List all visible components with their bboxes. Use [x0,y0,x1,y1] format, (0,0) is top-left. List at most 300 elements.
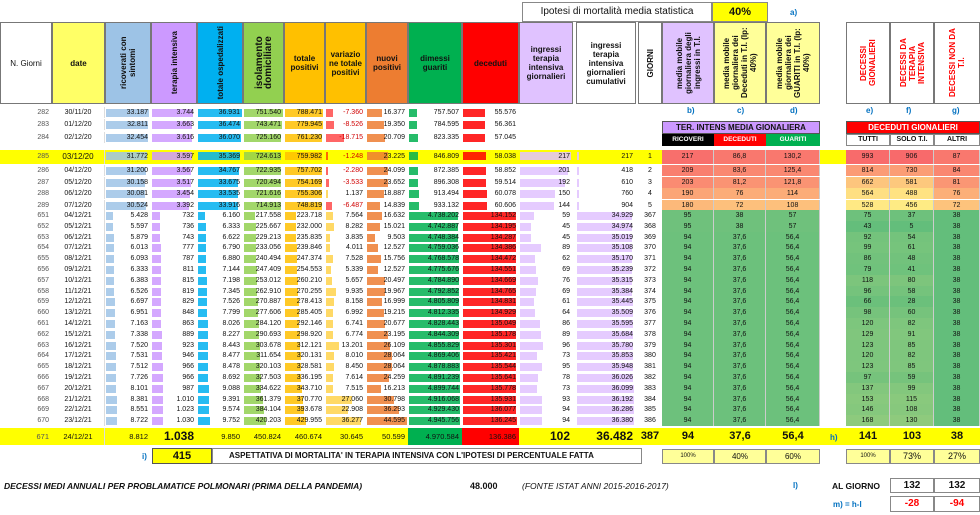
table-cell [519,394,573,405]
cell-text: 38 [952,244,961,252]
table-cell [284,286,325,297]
table-cell [52,318,105,329]
cell-text: 05/12/21 [64,222,92,230]
data-bar [152,288,161,296]
cell-text: 287 [37,178,49,186]
cell-text: 12/12/21 [64,298,92,306]
cell-text: 663 [37,341,49,349]
data-bar [326,352,334,360]
table-cell [151,372,197,383]
cell-text: 82 [907,320,916,327]
cell-text: 384 [644,395,656,403]
table-cell [0,428,52,445]
cell-text: 429.955 [296,417,322,425]
cell-text: 385 [644,406,656,414]
data-bar [577,190,579,198]
table-cell [325,286,366,297]
table-cell [197,275,243,286]
cell-text: 04/12/21 [64,212,92,219]
table-cell [197,210,243,221]
table-cell [846,177,890,188]
table-cell [638,340,662,351]
data-bar [106,331,115,339]
table-row [0,383,980,394]
cell-text: 732 [182,212,194,219]
table-cell [0,329,52,340]
table-cell [766,340,820,351]
table-row [0,394,980,405]
table-cell [766,372,820,383]
cell-text: 144 [558,201,570,209]
table-cell [52,286,105,297]
table-cell [52,404,105,415]
table-cell [366,307,408,318]
cell-text: 4.768.578 [427,255,459,263]
data-bar [326,385,333,393]
cell-text: 76 [952,190,961,198]
cell-text: 8.477 [222,352,240,360]
highlighted-row [0,150,980,164]
cell-text: 3.567 [176,167,194,175]
table-cell [0,415,52,426]
table-cell [243,232,284,243]
data-bar [106,374,116,382]
table-cell [638,350,662,361]
table-cell [105,394,151,405]
table-row [0,119,980,130]
table-cell [576,394,636,405]
table-cell [243,107,284,118]
table-row [0,404,980,415]
table-cell [284,428,325,445]
table-row [0,107,980,118]
cell-text: 8.381 [130,395,148,403]
cell-text: 720.494 [255,178,281,186]
cell-text: 32.811 [127,121,148,129]
cell-text: 292.146 [296,320,322,327]
table-cell [366,383,408,394]
data-bar [326,320,333,328]
table-cell [52,428,105,445]
cell-text: 209 [681,167,694,175]
data-bar [520,331,541,339]
data-bar [244,212,255,220]
table-cell [325,383,366,394]
table-cell [638,361,662,372]
header-dec-ti [890,22,934,104]
table-cell [846,200,890,211]
data-bar [326,363,334,371]
table-row [0,275,980,286]
table-cell [151,119,197,130]
cell-text: 58.038 [494,153,516,160]
cell-text: 15/12/21 [64,330,92,338]
cell-text: 56,4 [785,309,800,317]
table-cell [105,361,151,372]
table-cell [408,361,462,372]
table-cell [934,210,980,221]
data-bar [367,288,385,296]
table-row [0,296,980,307]
table-cell [714,264,766,275]
table-cell [519,307,573,318]
table-cell [934,415,980,426]
data-bar [520,234,531,242]
table-cell [366,264,408,275]
table-cell [462,132,519,143]
cell-text: 62 [562,255,570,263]
table-cell [462,242,519,253]
cell-text: 38 [952,374,961,381]
cell-text: 14.839 [383,201,405,209]
cell-text: 320.131 [296,352,322,360]
dec-col-altri: ALTRI [934,134,980,146]
table-cell [243,383,284,394]
table-cell [284,107,325,118]
table-row [0,165,980,176]
data-bar [326,255,333,263]
data-bar [106,234,114,242]
data-bar [106,288,114,296]
data-bar [367,109,382,117]
table-cell [846,383,890,394]
table-cell [325,232,366,243]
cell-text: 993 [861,153,874,160]
table-cell [714,340,766,351]
cell-text: 94 [683,276,692,284]
data-bar [409,190,419,198]
cell-text: 829 [182,298,194,306]
table-cell [408,232,462,243]
dec-col-tutti: TUTTI [846,134,890,146]
table-cell [714,275,766,286]
table-cell [284,150,325,164]
data-bar [326,298,334,306]
table-cell [105,119,151,130]
table-cell [366,372,408,383]
cell-text: 4.748.384 [427,233,459,241]
cell-text: 33.187 [126,109,148,116]
data-bar [409,167,418,175]
cell-text: 610 [621,178,633,186]
cell-text: 89 [562,244,570,252]
table-cell [151,318,197,329]
cell-text: 669 [37,406,49,414]
table-cell [934,221,980,232]
cell-text: 31.772 [126,153,148,160]
table-cell [105,264,151,275]
table-cell [243,350,284,361]
cell-text: 4.011 [346,244,363,252]
cell-text: 380 [644,352,656,360]
cell-text: 7.144 [222,266,240,273]
table-cell [934,394,980,405]
table-cell [408,404,462,415]
table-cell [197,383,243,394]
data-bar [106,223,113,231]
table-cell [284,119,325,130]
data-bar [198,406,209,414]
cell-text: 94 [681,430,695,442]
data-bar [520,298,534,306]
cell-text: 376 [644,309,656,317]
cell-text: 906 [905,153,918,160]
table-cell [890,200,934,211]
table-cell [766,286,820,297]
data-bar [367,266,378,274]
cell-text: 01/12/20 [64,121,92,129]
data-bar [326,288,336,296]
table-cell [846,340,890,351]
table-cell [638,165,662,176]
cell-text: 56,4 [785,266,800,273]
cell-text: 60.078 [494,190,516,198]
table-cell [0,132,52,143]
cell-text: 665 [37,363,49,371]
cell-text: 30.081 [126,190,148,198]
cell-text: 37,6 [732,276,747,284]
table-cell [766,404,820,415]
cell-text: 56,4 [785,395,800,403]
table-row [0,221,980,232]
table-cell [519,428,573,445]
table-cell [0,383,52,394]
data-bar [285,234,296,242]
table-cell [325,165,366,176]
cell-text: 121,8 [783,178,802,186]
table-cell [325,150,366,164]
table-cell [105,318,151,329]
cell-text: 56,4 [785,374,800,381]
cell-text: 94 [683,363,692,371]
table-cell [197,372,243,383]
table-cell [408,372,462,383]
table-cell [243,188,284,199]
data-bar [106,255,114,263]
cell-text: 59.514 [494,178,516,186]
cell-text: 24.099 [383,167,405,175]
table-cell [662,329,714,340]
table-cell [366,286,408,297]
cell-text: 660 [37,309,49,317]
table-cell [714,350,766,361]
table-cell [325,242,366,253]
cell-text: 34.929 [611,212,633,219]
table-cell [151,232,197,243]
cell-text: 7.528 [345,255,363,263]
table-cell [638,404,662,415]
cell-text: 16.213 [383,384,405,392]
table-cell [846,264,890,275]
cell-text: 89 [562,330,570,338]
cell-text: 282 [37,109,49,116]
table-cell [197,165,243,176]
data-bar [326,223,334,231]
table-cell [890,361,934,372]
cell-text: 23.225 [383,153,405,160]
table-cell [576,383,636,394]
data-bar [367,190,384,198]
cell-text: 721.616 [255,190,281,198]
table-cell [766,307,820,318]
table-cell [462,415,519,426]
cell-text: 72 [952,201,961,209]
cell-text: 757.507 [433,109,459,116]
cell-text: 56,4 [785,352,800,360]
table-cell [462,318,519,329]
cell-text: 73 [562,352,570,360]
data-bar [367,202,380,210]
cell-text: 655 [37,255,49,263]
cell-text: 94 [683,298,692,306]
table-cell [105,188,151,199]
table-cell [284,253,325,264]
cell-text: 94 [683,309,692,317]
cell-text: 456 [905,201,918,209]
cell-text: 38 [952,287,961,295]
table-cell [638,177,662,188]
cell-text: 59 [562,212,570,219]
table-cell [284,394,325,405]
table-cell [934,253,980,264]
cell-text: 135.178 [490,330,516,338]
table-cell [766,383,820,394]
cell-text: 3.517 [176,178,194,186]
table-cell [662,210,714,221]
cell-text: 788.471 [296,109,322,116]
data-bar [326,309,333,317]
data-bar [244,234,256,242]
table-cell [105,232,151,243]
cell-text: 460.674 [294,432,322,441]
cell-text: 56.361 [494,121,516,129]
cell-text: 3.616 [176,133,194,141]
header-ingressi-cum [576,22,636,104]
cell-text: 367 [644,212,656,219]
data-bar [198,298,207,306]
table-cell [638,232,662,243]
cell-text: 5.597 [130,222,148,230]
cell-text: 60.606 [494,201,516,209]
table-cell [243,210,284,221]
table-cell [638,318,662,329]
cell-text: 38 [950,430,964,442]
table-cell [408,275,462,286]
cell-text: 904 [621,201,633,209]
cell-text: 4.970.584 [425,432,459,441]
cell-text: 3.392 [176,201,194,209]
table-cell [325,107,366,118]
table-cell [52,350,105,361]
table-cell [462,296,519,307]
data-bar [577,167,579,175]
table-cell [243,132,284,143]
table-cell [151,210,197,221]
table-cell [662,340,714,351]
data-bar [326,266,331,274]
cell-text: 9.503 [387,233,405,241]
cell-text: 37,6 [732,406,747,414]
cell-text: 5.339 [345,266,363,273]
table-cell [243,307,284,318]
table-cell [408,132,462,143]
cell-text: 277.606 [255,309,281,317]
table-cell [197,232,243,243]
table-cell [519,232,573,243]
data-bar [520,255,535,263]
table-cell [284,200,325,211]
cell-text: 420.203 [255,417,281,425]
cell-text: 666 [37,374,49,381]
data-bar [152,234,160,242]
cell-text: 377 [644,320,656,327]
cell-text: 651 [37,212,49,219]
data-bar [152,363,163,371]
cell-text: 1.137 [345,190,363,198]
cell-text: 38 [735,222,744,230]
cell-text: 37,6 [732,266,747,273]
data-bar [106,342,116,350]
cell-text: 35.684 [611,330,633,338]
table-cell [519,264,573,275]
table-cell [519,383,573,394]
table-cell [766,428,820,445]
cell-text: 96 [562,341,570,349]
data-bar [326,234,330,242]
cell-text: -18.715 [339,133,363,141]
cell-text: 23.652 [383,178,405,186]
table-cell [151,329,197,340]
data-bar [326,167,328,175]
cell-text: 3.744 [176,109,194,116]
table-cell [0,253,52,264]
header-label: variazio ne totale positivi [329,49,362,77]
cell-text: 9.088 [222,384,240,392]
cell-text: 36.931 [218,109,240,116]
table-cell [52,200,105,211]
cell-text: 35.853 [611,352,633,360]
table-row [0,329,980,340]
data-bar [367,244,378,252]
table-cell [366,318,408,329]
table-cell [105,107,151,118]
table-cell [576,296,636,307]
table-cell [462,188,519,199]
header-variazione [325,22,366,104]
data-bar [326,202,332,210]
table-cell [408,264,462,275]
table-cell [846,188,890,199]
cell-text: 94 [683,287,692,295]
cell-text: 38 [952,298,961,306]
table-cell [243,415,284,426]
table-cell [766,232,820,243]
cell-text: 19.215 [383,309,405,317]
cell-text: 56,4 [785,406,800,414]
cell-text: 657 [37,276,49,284]
cell-text: 134.287 [490,233,516,241]
data-bar [463,109,485,117]
table-row [0,361,980,372]
cell-text: 94 [683,417,692,425]
cell-text: 115 [905,395,918,403]
table-cell [766,264,820,275]
cell-text: 20.677 [383,320,405,327]
table-cell [846,361,890,372]
cell-text: 26.109 [383,341,405,349]
data-bar [367,320,385,328]
table-cell [151,107,197,118]
